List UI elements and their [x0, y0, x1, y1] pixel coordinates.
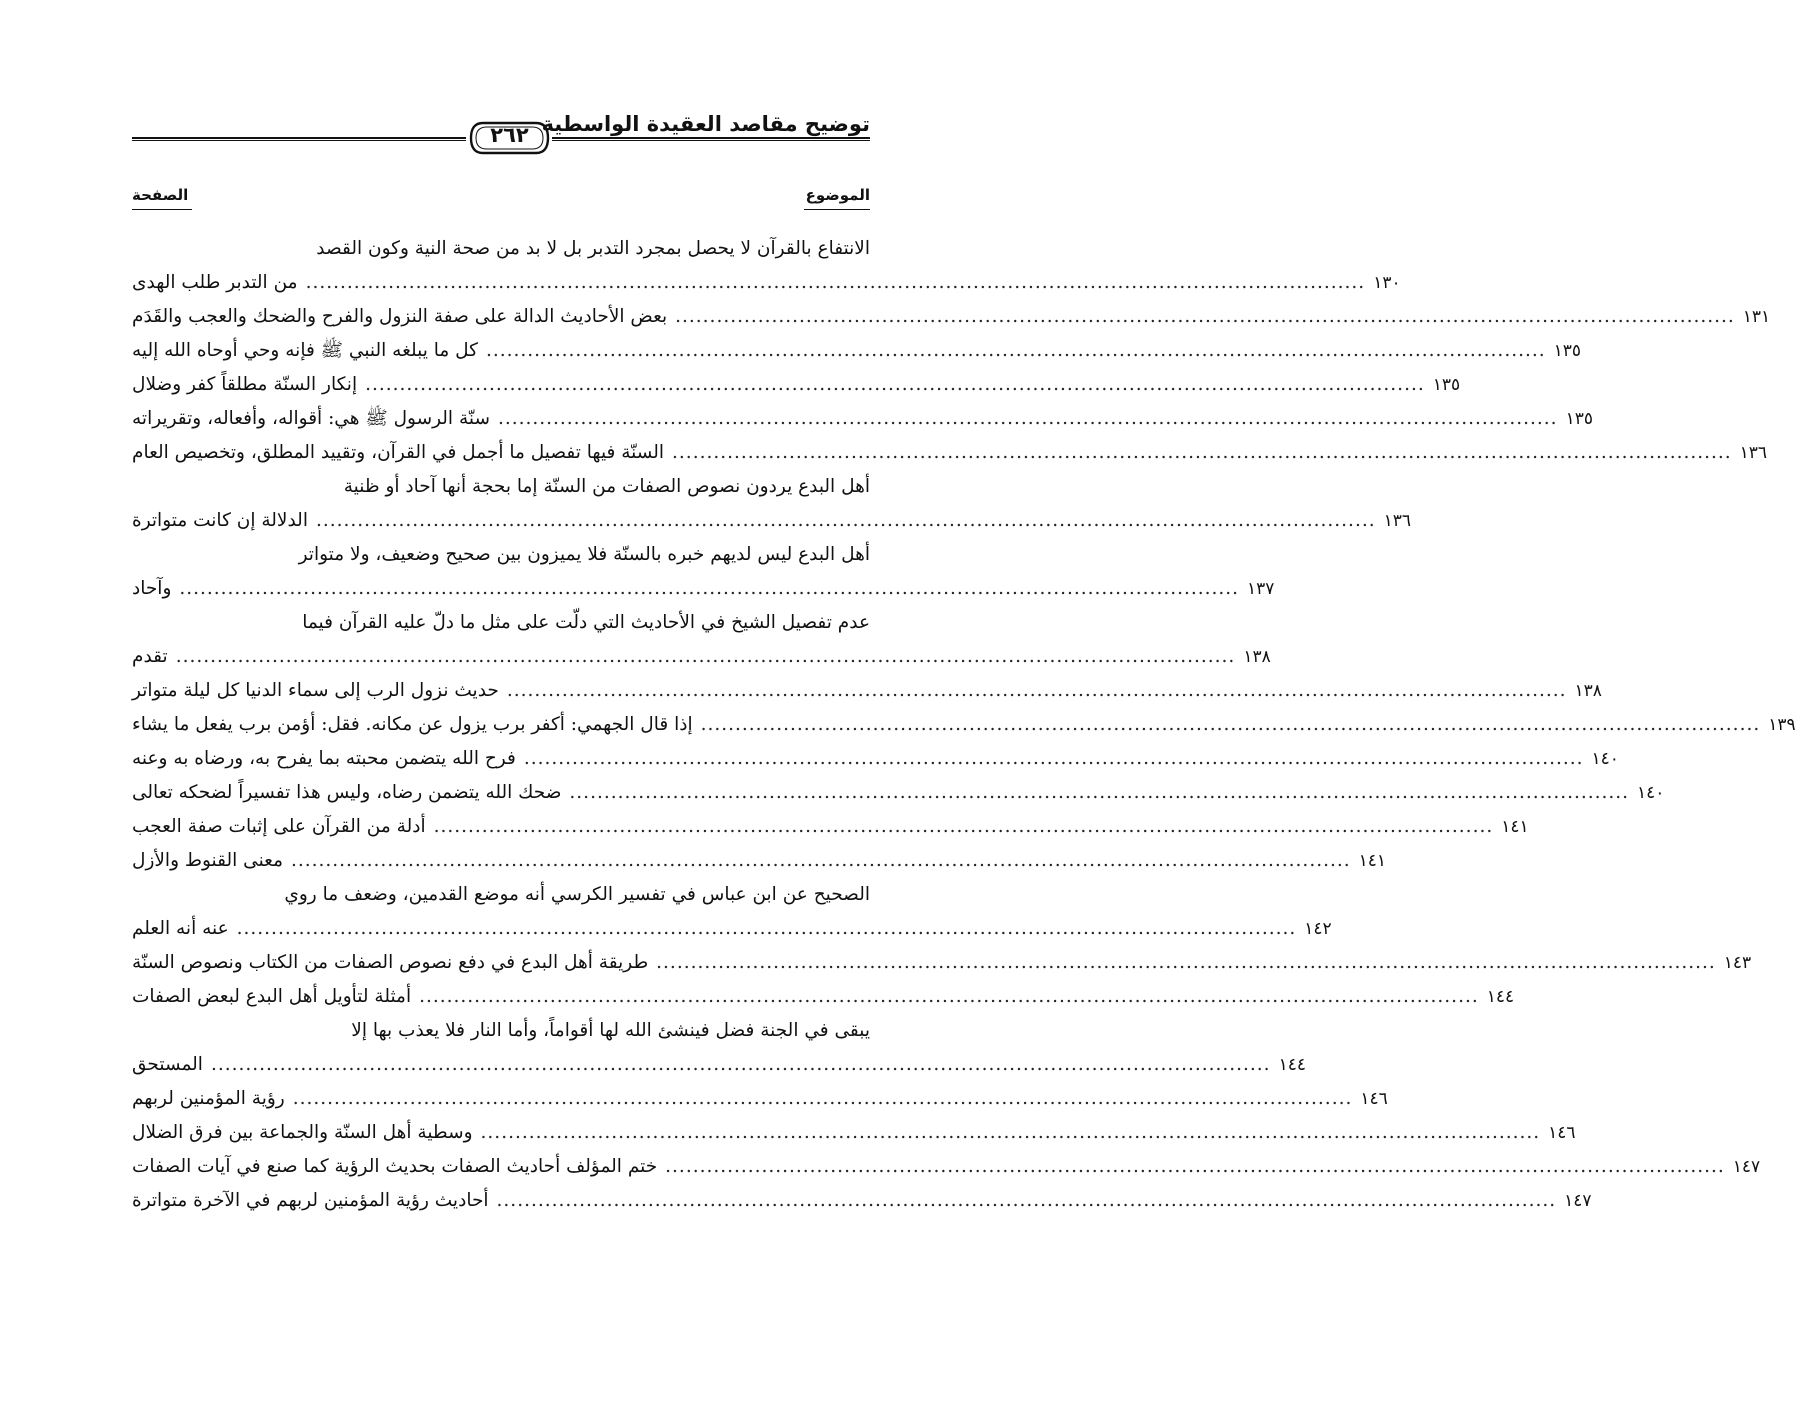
entry-continuation-line — [132, 266, 1401, 300]
entry-page-number: ١٤٣ — [1723, 953, 1752, 973]
dot-leader: .......................................................................................................................................................... — [656, 952, 1716, 973]
entry-line — [132, 1150, 1761, 1184]
entry-line — [132, 1082, 1388, 1116]
entry-title: الصحيح عن ابن عباس في تفسير الكرسي أنه موضع القدمين، وضعف ما روي — [284, 884, 870, 905]
toc-entry — [132, 1014, 1306, 1082]
dot-leader: .......................................................................................................................................................... — [480, 1122, 1541, 1143]
dot-leader: .......................................................................................................................................................... — [665, 1156, 1725, 1177]
entry-page-number: ١٤٦ — [1360, 1089, 1388, 1109]
entry-page-number: ١٤٤ — [1486, 987, 1515, 1007]
entry-page-number: ١٣٠ — [1373, 273, 1401, 293]
entry-page-number: ١٣٥ — [1565, 409, 1593, 429]
entry-page-number: ١٤١ — [1501, 817, 1529, 837]
entry-page-number: ١٤٠ — [1591, 749, 1619, 769]
entry-page-number: ١٣٨ — [1574, 681, 1602, 701]
entry-page-number: ١٣٥ — [1432, 375, 1461, 395]
dot-leader: .......................................................................................................................................................... — [292, 1088, 1353, 1109]
toc-entry — [132, 776, 1665, 810]
dot-leader: .......................................................................................................................................................... — [485, 340, 1546, 361]
entry-title: عنه أنه العلم — [132, 918, 229, 939]
entry-title: أهل البدع ليس لديهم خبره بالسنّة فلا يميزون بين صحيح وضعيف، ولا متواتر — [298, 544, 870, 565]
dot-leader: .......................................................................................................................................................... — [175, 646, 1236, 667]
entry-title: إذا قال الجهمي: أكفر برب يزول عن مكانه. فقل: أؤمن برب يفعل ما يشاء — [132, 714, 693, 735]
entry-page-number: ١٤٢ — [1304, 919, 1332, 939]
entry-page-number: ١٤٧ — [1564, 1191, 1592, 1211]
entry-continuation-line — [132, 1048, 1306, 1082]
entry-continuation-line — [132, 640, 1271, 674]
toc-entry — [132, 606, 1271, 674]
entry-title: معنى القنوط والأزل — [132, 850, 283, 871]
entry-title: وآحاد — [132, 578, 172, 599]
entry-title: أهل البدع يردون نصوص الصفات من السنّة إما بحجة أنها آحاد أو ظنية — [343, 476, 870, 497]
dot-leader: .......................................................................................................................................................... — [672, 442, 1732, 463]
toc-entry — [132, 1116, 1576, 1150]
entry-title: حديث نزول الرب إلى سماء الدنيا كل ليلة متواتر — [132, 680, 499, 701]
dot-leader: .......................................................................................................................................................... — [523, 748, 1584, 769]
dot-leader: .......................................................................................................................................................... — [315, 510, 1376, 531]
entry-continuation-line — [132, 912, 1332, 946]
running-header — [132, 108, 870, 158]
header-rule-right — [552, 137, 870, 141]
entry-line — [132, 810, 1529, 844]
topic-label-underline — [804, 209, 870, 210]
entry-line — [132, 300, 1771, 334]
dot-leader: .......................................................................................................................................................... — [236, 918, 1297, 939]
toc-entry — [132, 980, 1515, 1014]
dot-leader: .......................................................................................................................................................... — [290, 850, 1351, 871]
entry-line — [132, 708, 1796, 742]
toc-entry — [132, 436, 1768, 470]
dot-leader: .......................................................................................................................................................... — [497, 408, 1558, 429]
entry-line — [132, 844, 1387, 878]
toc-entry — [132, 708, 1796, 742]
entry-line — [132, 470, 870, 504]
entry-page-number: ١٣٥ — [1553, 341, 1582, 361]
entry-line — [132, 402, 1593, 436]
toc-entry — [132, 232, 1401, 300]
entry-page-number: ١٤١ — [1358, 851, 1387, 871]
entry-line — [132, 742, 1619, 776]
book-title: توضيح مقاصد العقيدة الواسطية — [541, 112, 870, 136]
dot-leader: .......................................................................................................................................................... — [365, 374, 1425, 395]
entry-line — [132, 1014, 870, 1048]
entry-continuation-line — [132, 504, 1411, 538]
toc-entry — [132, 538, 1275, 606]
entry-title: إنكار السنّة مطلقاً كفر وضلال — [132, 374, 358, 395]
entry-line — [132, 1116, 1576, 1150]
toc-entry — [132, 334, 1582, 368]
entry-line — [132, 1184, 1592, 1218]
toc-entry — [132, 1082, 1388, 1116]
topic-column-label: الموضوع — [805, 186, 870, 204]
entry-title: سنّة الرسول ﷺ هي: أقواله، وأفعاله، وتقريراته — [132, 408, 490, 429]
entry-title: أمثلة لتأويل أهل البدع لبعض الصفات — [132, 986, 412, 1007]
toc-entry — [132, 946, 1752, 980]
toc-entry — [132, 810, 1529, 844]
entry-title: أحاديث رؤية المؤمنين لربهم في الآخرة متواترة — [132, 1190, 489, 1211]
entry-line — [132, 606, 870, 640]
entry-title: من التدبر طلب الهدى — [132, 272, 298, 293]
dot-leader: .......................................................................................................................................................... — [433, 816, 1494, 837]
entry-title: عدم تفصيل الشيخ في الأحاديث التي دلّت على مثل ما دلّ عليه القرآن فيما — [302, 612, 870, 633]
toc-entry — [132, 470, 1411, 538]
toc-entry — [132, 1184, 1592, 1218]
entry-page-number: ١٣١ — [1742, 307, 1771, 327]
entry-title: ختم المؤلف أحاديث الصفات بحديث الرؤية كما صنع في آيات الصفات — [132, 1156, 658, 1177]
toc-entry — [132, 742, 1619, 776]
entry-line — [132, 538, 870, 572]
dot-leader: .......................................................................................................................................................... — [419, 986, 1479, 1007]
entry-line — [132, 334, 1582, 368]
entry-line — [132, 878, 870, 912]
dot-leader: .......................................................................................................................................................... — [506, 680, 1567, 701]
dot-leader: .......................................................................................................................................................... — [179, 578, 1240, 599]
page-column-label: الصفحة — [132, 186, 189, 204]
toc-entry — [132, 1150, 1761, 1184]
entry-line — [132, 674, 1602, 708]
entry-title: ضحك الله يتضمن رضاه، وليس هذا تفسيراً لضحكه تعالى — [132, 782, 562, 803]
page-number: ٢٦٢ — [490, 123, 529, 147]
entry-page-number: ١٤٠ — [1637, 783, 1665, 803]
entry-line — [132, 946, 1752, 980]
entry-page-number: ١٣٧ — [1247, 579, 1275, 599]
entry-page-number: ١٤٤ — [1278, 1055, 1306, 1075]
toc-entry — [132, 674, 1602, 708]
dot-leader: .......................................................................................................................................................... — [496, 1190, 1557, 1211]
dot-leader: .......................................................................................................................................................... — [210, 1054, 1271, 1075]
toc-entry — [132, 844, 1387, 878]
toc-entry — [132, 402, 1593, 436]
entry-page-number: ١٣٨ — [1243, 647, 1271, 667]
entry-page-number: ١٣٦ — [1383, 511, 1411, 531]
entry-title: طريقة أهل البدع في دفع نصوص الصفات من الكتاب ونصوص السنّة — [132, 952, 649, 973]
dot-leader: .......................................................................................................................................................... — [700, 714, 1761, 735]
entry-title: رؤية المؤمنين لربهم — [132, 1088, 285, 1109]
entry-continuation-line — [132, 572, 1275, 606]
entry-page-number: ١٣٩ — [1768, 715, 1796, 735]
toc-entry — [132, 878, 1332, 946]
entry-title: المستحق — [132, 1054, 203, 1075]
entry-title: كل ما يبلغه النبي ﷺ فإنه وحي أوحاه الله إليه — [132, 340, 478, 361]
dot-leader: .......................................................................................................................................................... — [569, 782, 1630, 803]
entry-line — [132, 980, 1515, 1014]
dot-leader: .......................................................................................................................................................... — [675, 306, 1735, 327]
entry-page-number: ١٤٧ — [1732, 1157, 1761, 1177]
entry-page-number: ١٣٦ — [1739, 443, 1768, 463]
entry-line — [132, 232, 870, 266]
contents-list — [132, 232, 1796, 1218]
entry-title: السنّة فيها تفصيل ما أجمل في القرآن، وتقييد المطلق، وتخصيص العام — [132, 442, 665, 463]
entry-title: فرح الله يتضمن محبته بما يفرح به، ورضاه به وعنه — [132, 748, 516, 769]
toc-entry — [132, 368, 1461, 402]
entry-page-number: ١٤٦ — [1548, 1123, 1576, 1143]
entry-title: وسطية أهل السنّة والجماعة بين فرق الضلال — [132, 1122, 473, 1143]
page-number-badge — [469, 121, 550, 155]
entry-title: تقدم — [132, 646, 168, 667]
header-rule-left — [132, 137, 466, 141]
entry-line — [132, 776, 1665, 810]
entry-line — [132, 436, 1768, 470]
entry-title: أدلة من القرآن على إثبات صفة العجب — [132, 816, 426, 837]
dot-leader: .......................................................................................................................................................... — [305, 272, 1366, 293]
entry-title: يبقى في الجنة فضل فينشئ الله لها أقواماً، وأما النار فلا يعذب بها إلا — [351, 1020, 870, 1041]
entry-line — [132, 368, 1461, 402]
toc-entry — [132, 300, 1771, 334]
entry-title: الدلالة إن كانت متواترة — [132, 510, 308, 531]
entry-title: الانتفاع بالقرآن لا يحصل بمجرد التدبر بل لا بد من صحة النية وكون القصد — [316, 238, 870, 259]
entry-title: بعض الأحاديث الدالة على صفة النزول والفرح والضحك والعجب والقَدَم — [132, 306, 668, 327]
page-label-underline — [132, 209, 192, 210]
